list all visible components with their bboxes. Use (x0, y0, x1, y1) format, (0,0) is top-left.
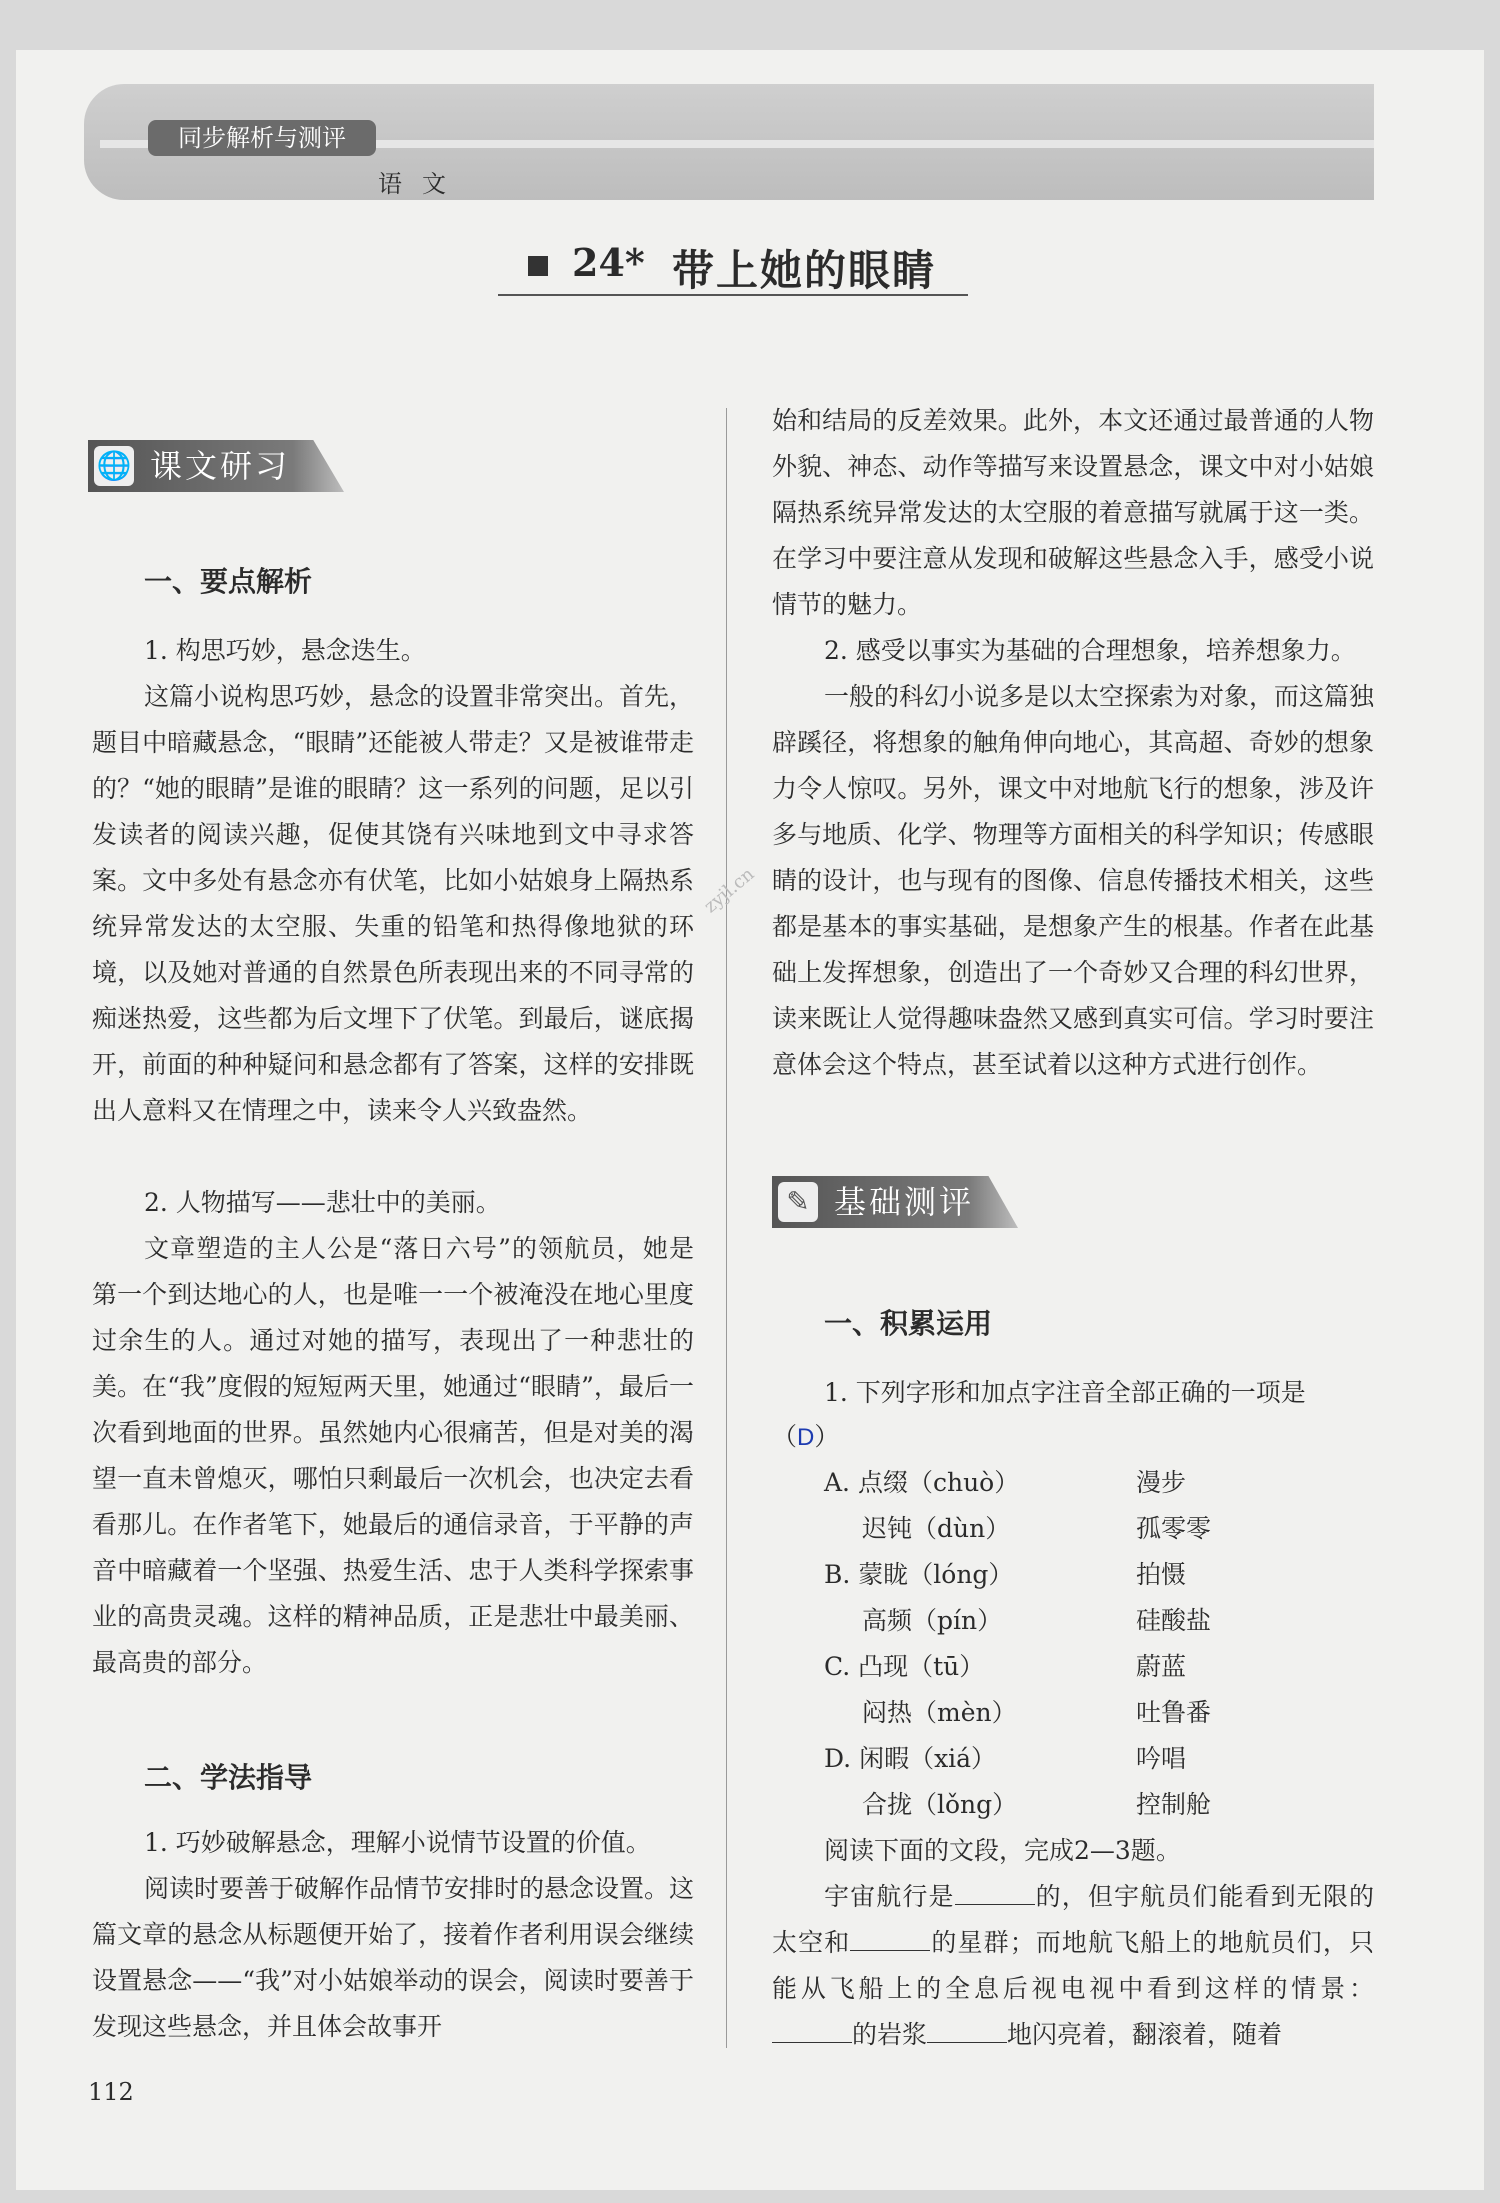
option-b-word-2: 拍慑 (1136, 1560, 1187, 1589)
answer-mark: D (797, 1424, 815, 1451)
question-1-answer-line (772, 1414, 839, 1461)
reading-intro: 阅读下面的文段，完成2—3题。 (824, 1836, 1181, 1865)
blank-4[interactable] (927, 2042, 1007, 2043)
passage-part-d: 的岩浆 (852, 2020, 928, 2049)
option-c-word-2: 蔚蓝 (1136, 1652, 1187, 1681)
right-continued-paragraph: 始和结局的反差效果。此外，本文还通过最普通的人物外貌、神态、动作等描写来设置悬念，课文中对小姑娘隔热系统异常发达的太空服的着意描写就属于这一类。在学习中要注意从发现和破解这些悬念入手，感受小说情节的魅力。 (772, 406, 1374, 619)
option-c-word-4: 吐鲁番 (1136, 1698, 1212, 1727)
watermark: zyjl.cn (700, 863, 759, 918)
globe-icon: 🌐 (94, 446, 134, 486)
blank-3[interactable] (772, 2042, 852, 2043)
passage-part-b: 的，但宇航员们能看到无限的太空和 (772, 1882, 1374, 1957)
option-b-line-1 (824, 1552, 1013, 1598)
pencil-icon: ✎ (778, 1182, 818, 1222)
banner-study-label: 课文研习 (150, 447, 291, 485)
option-a-word-2: 漫步 (1136, 1468, 1187, 1497)
banner-test-label: 基础测评 (834, 1183, 975, 1221)
column-divider (726, 408, 727, 2048)
option-word: 闲暇（xiá） (859, 1744, 997, 1773)
passage-part-c: 的星群；而地航飞船上的地航员们，只能从飞船上的全息后视电视中看到这样的情景： (772, 1928, 1374, 2003)
section-heading-method: 二、学法指导 (144, 1761, 313, 1794)
method-2-title: 2. 感受以事实为基础的合理想象，培养想象力。 (824, 636, 1356, 665)
option-word: 凸现（tū） (858, 1652, 985, 1681)
point-1-title: 1. 构思巧妙，悬念迭生。 (144, 636, 426, 665)
option-label: B. (824, 1560, 851, 1589)
option-d-word-3: 合拢（lǒng） (862, 1790, 1018, 1819)
subject-label: 语文 (378, 170, 466, 198)
method-1-body: 阅读时要善于破解作品情节安排时的悬念设置。这篇文章的悬念从标题便开始了，接着作者利用误会继续设置悬念——“我”对小姑娘举动的误会，阅读时要善于发现这些悬念，并且体会故事开 (92, 1874, 695, 2041)
page-number: 112 (88, 2078, 134, 2106)
option-b-word-3: 高频（pín） (862, 1606, 1003, 1635)
method-1-title: 1. 巧妙破解悬念，理解小说情节设置的价值。 (144, 1828, 651, 1857)
option-a-line-1 (824, 1460, 1019, 1506)
section-heading-key-points: 一、要点解析 (144, 565, 313, 598)
option-d-word-2: 吟唱 (1136, 1744, 1187, 1773)
passage-part-e: 地闪亮着，翻滚着，随着 (1007, 2020, 1283, 2049)
option-c-line-1 (824, 1644, 984, 1690)
option-word: 点缀（chuò） (857, 1468, 1020, 1497)
answer-paren-open: （ (772, 1422, 798, 1451)
option-label: C. (824, 1652, 851, 1681)
point-2-body: 文章塑造的主人公是“落日六号”的领航员，她是第一个到达地心的人，也是唯一一个被淹没在地心里度过余生的人。通过对她的描写，表现出了一种悲壮的美。在“我”度假的短短两天里，她通过“眼睛”，最后一次看到地面的世界。虽然她内心很痛苦，但是对美的渴望一直未曾熄灭，哪怕只剩最后一次机会，也决定去看看那儿。在作者笔下，她最后的通信录音，于平静的声音中暗藏着一个坚强、热爱生活、忠于人类科学探索事业的高贵灵魂。这样的精神品质，正是悲壮中最美丽、最高贵的部分。 (92, 1234, 694, 1677)
point-2-title: 2. 人物描写——悲壮中的美丽。 (144, 1188, 501, 1217)
answer-paren-close: ） (814, 1422, 840, 1451)
section-heading-accumulate: 一、积累运用 (824, 1307, 993, 1340)
option-a-word-3: 迟钝（dùn） (862, 1514, 1011, 1543)
lesson-number: 24* (572, 240, 645, 285)
option-d-line-1 (824, 1736, 996, 1782)
blank-1[interactable] (955, 1904, 1035, 1905)
title-square-icon (528, 256, 548, 276)
question-1: 1. 下列字形和加点字注音全部正确的一项是 (824, 1378, 1306, 1407)
point-1-body: 这篇小说构思巧妙，悬念的设置非常突出。首先，题目中暗藏悬念，“眼睛”还能被人带走？又是被谁带走的？“她的眼睛”是谁的眼睛？这一系列的问题，足以引发读者的阅读兴趣，促使其饶有兴味地到文中寻求答案。文中多处有悬念亦有伏笔，比如小姑娘身上隔热系统异常发达的太空服、失重的铅笔和热得像地狱的环境，以及她对普通的自然景色所表现出来的不同寻常的痴迷热爱，这些都为后文埋下了伏笔。到最后，谜底揭开，前面的种种疑问和悬念都有了答案，这样的安排既出人意料又在情理之中，读来令人兴致盎然。 (92, 682, 695, 1125)
series-tag: 同步解析与测评 (148, 120, 376, 156)
option-c-word-3: 闷热（mèn） (862, 1698, 1017, 1727)
option-word: 蒙眬（lóng） (858, 1560, 1014, 1589)
reading-passage (772, 1874, 1374, 2058)
option-a-word-4: 孤零零 (1136, 1514, 1212, 1543)
page-title: 带上她的眼睛 (672, 246, 937, 295)
blank-2[interactable] (850, 1950, 930, 1951)
option-label: A. (824, 1468, 851, 1497)
option-label: D. (824, 1744, 852, 1773)
method-2-body: 一般的科幻小说多是以太空探索为对象，而这篇独辟蹊径，将想象的触角伸向地心，其高超、奇妙的想象力令人惊叹。另外，课文中对地航飞行的想象，涉及许多与地质、化学、物理等方面相关的科学知识；传感眼睛的设计，也与现有的图像、信息传播技术相关，这些都是基本的事实基础，是想象产生的根基。作者在此基础上发挥想象，创造出了一个奇妙又合理的科幻世界，读来既让人觉得趣味盎然又感到真实可信。学习时要注意体会这个特点，甚至试着以这种方式进行创作。 (772, 682, 1375, 1079)
option-d-word-4: 控制舱 (1136, 1790, 1212, 1819)
option-b-word-4: 硅酸盐 (1136, 1606, 1212, 1635)
passage-part-a: 宇宙航行是 (824, 1882, 955, 1911)
